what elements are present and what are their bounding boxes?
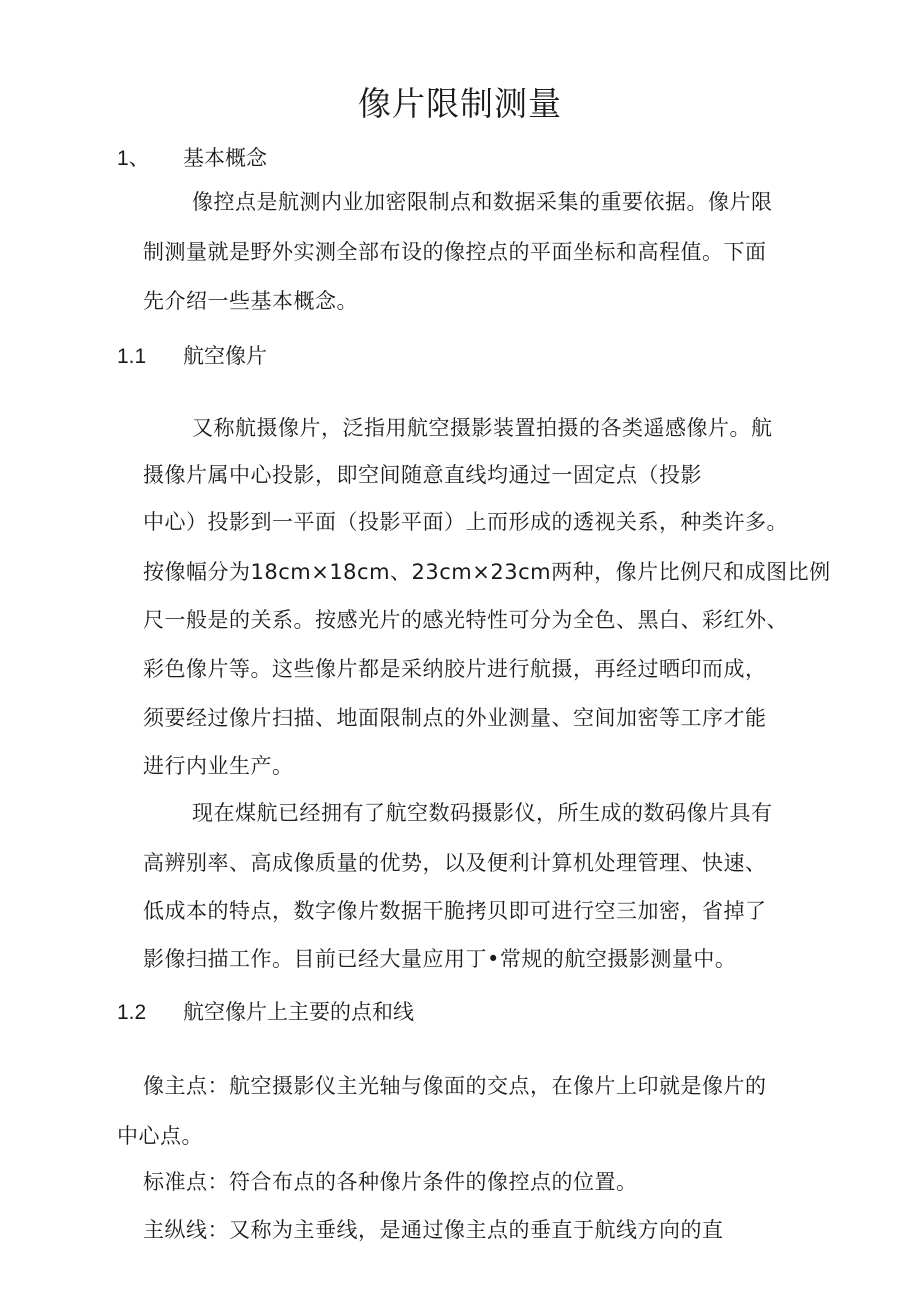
document-title: 像片限制测量 — [358, 84, 562, 123]
paragraph-line: 标准点：符合布点的各种像片条件的像控点的位置。 — [143, 1170, 638, 1194]
paragraph-line: 主纵线：又称为主垂线，是通过像主点的垂直于航线方向的直 — [143, 1218, 724, 1242]
section-number: 1.1 — [117, 345, 147, 368]
section-title: 基本概念 — [183, 146, 267, 170]
section-title: 航空像片上主要的点和线 — [183, 1000, 414, 1024]
paragraph-line: 制测量就是野外实测全部布设的像控点的平面坐标和高程值。下面 — [143, 240, 767, 264]
paragraph-line: 影像扫描工作。目前已经大量应用丁•常规的航空摄影测量中。 — [143, 947, 737, 971]
paragraph-line: 高辨别率、高成像质量的优势，以及便利计算机处理管理、快速、 — [143, 851, 767, 875]
paragraph-line: 按像幅分为18cm×18cm、23cm×23cm两种，像片比例尺和成图比例 — [143, 560, 831, 584]
section-heading-1-1 — [117, 341, 267, 372]
section-heading-1-2 — [117, 997, 414, 1028]
paragraph-line: 现在煤航已经拥有了航空数码摄影仪，所生成的数码像片具有 — [192, 801, 773, 825]
paragraph-line: 像控点是航测内业加密限制点和数据采集的重要依据。像片限 — [192, 190, 773, 214]
paragraph-line: 中心点。 — [117, 1124, 203, 1148]
paragraph-line: 彩色像片等。这些像片都是采纳胶片进行航摄，再经过晒印而成， — [143, 657, 767, 681]
section-number: 1、 — [117, 147, 150, 170]
section-heading-1 — [117, 143, 267, 174]
section-number: 1.2 — [117, 1001, 147, 1024]
paragraph-line: 像主点：航空摄影仪主光轴与像面的交点，在像片上印就是像片的 — [143, 1074, 767, 1098]
paragraph-line: 先介绍一些基本概念。 — [143, 289, 358, 313]
paragraph-line: 低成本的特点，数字像片数据干脆拷贝即可进行空三加密，省掉了 — [143, 899, 767, 923]
paragraph-line: 中心）投影到一平面（投影平面）上而形成的透视关系，种类许多。 — [143, 510, 788, 534]
paragraph-line: 尺一般是的关系。按感光片的感光特性可分为全色、黑白、彩红外、 — [143, 608, 788, 632]
paragraph-line: 进行内业生产。 — [143, 754, 294, 778]
paragraph-line: 又称航摄像片，泛指用航空摄影装置拍摄的各类遥感像片。航 — [192, 416, 773, 440]
paragraph-line: 须要经过像片扫描、地面限制点的外业测量、空间加密等工序才能 — [143, 706, 767, 730]
section-title: 航空像片 — [183, 344, 267, 368]
paragraph-line: 摄像片属中心投影，即空间随意直线均通过一固定点（投影 — [143, 463, 702, 487]
